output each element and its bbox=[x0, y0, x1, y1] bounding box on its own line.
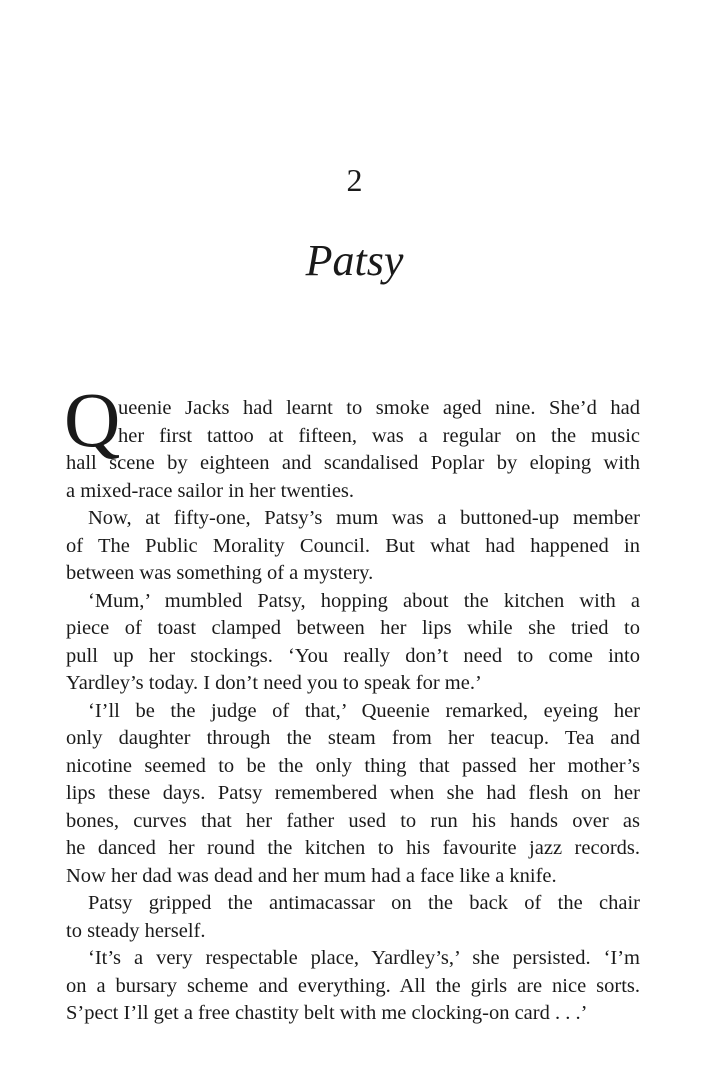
paragraph bbox=[66, 945, 640, 1028]
text-line: bones, curves that her father used to run his hands over as bbox=[66, 809, 640, 832]
text-line: piece of toast clamped between her lips while she tried to bbox=[66, 617, 640, 639]
text-line: S’pect I’ll get a free chastity belt with me clocking-on card . . .’ bbox=[66, 1002, 588, 1024]
text-line: her first tattoo at fifteen, was a regular on the music bbox=[118, 424, 640, 447]
drop-cap: Q bbox=[64, 376, 121, 463]
text-line: nicotine seemed to be the only thing that passed her mother’s bbox=[66, 754, 640, 777]
paragraph bbox=[66, 698, 640, 891]
text-line: on a bursary scheme and everything. All the girls are nice sorts. bbox=[66, 974, 640, 997]
text-line: hall scene by eighteen and scandalised Poplar by eloping with bbox=[66, 452, 640, 474]
text-line: lips these days. Patsy remembered when she had flesh on her bbox=[66, 782, 640, 804]
text-line: ‘It’s a very respectable place, Yardley’s,’ she persisted. ‘I’m bbox=[88, 947, 640, 969]
text-line: Now her dad was dead and her mum had a face like a knife. bbox=[66, 864, 557, 887]
text-line: ‘I’ll be the judge of that,’ Queenie remarked, eyeing her bbox=[88, 699, 640, 722]
text-line: Yardley’s today. I don’t need you to speak for me.’ bbox=[66, 672, 482, 694]
text-line: of The Public Morality Council. But what had happened in bbox=[66, 534, 640, 557]
text-line: ueenie Jacks had learnt to smoke aged nine. She’d had bbox=[118, 397, 640, 419]
text-line: Patsy gripped the antimacassar on the back of the chair bbox=[88, 892, 640, 914]
text-line: between was something of a mystery. bbox=[66, 562, 374, 584]
paragraph bbox=[66, 588, 640, 698]
text-line: ‘Mum,’ mumbled Patsy, hopping about the kitchen with a bbox=[88, 589, 640, 612]
paragraph bbox=[66, 505, 640, 588]
text-line: pull up her stockings. ‘You really don’t need to come into bbox=[66, 644, 640, 667]
text-line: he danced her round the kitchen to his favourite jazz records. bbox=[66, 837, 640, 859]
text-line: Now, at fifty-one, Patsy’s mum was a buttoned-up member bbox=[88, 507, 640, 529]
text-line: only daughter through the steam from her teacup. Tea and bbox=[66, 727, 640, 749]
paragraph bbox=[64, 376, 640, 505]
text-line: a mixed-race sailor in her twenties. bbox=[66, 479, 355, 502]
body-text bbox=[64, 376, 640, 1028]
text-line: to steady herself. bbox=[66, 919, 206, 942]
chapter-number: 2 bbox=[346, 162, 363, 198]
chapter-title: Patsy bbox=[305, 236, 404, 285]
paragraph bbox=[66, 890, 640, 945]
